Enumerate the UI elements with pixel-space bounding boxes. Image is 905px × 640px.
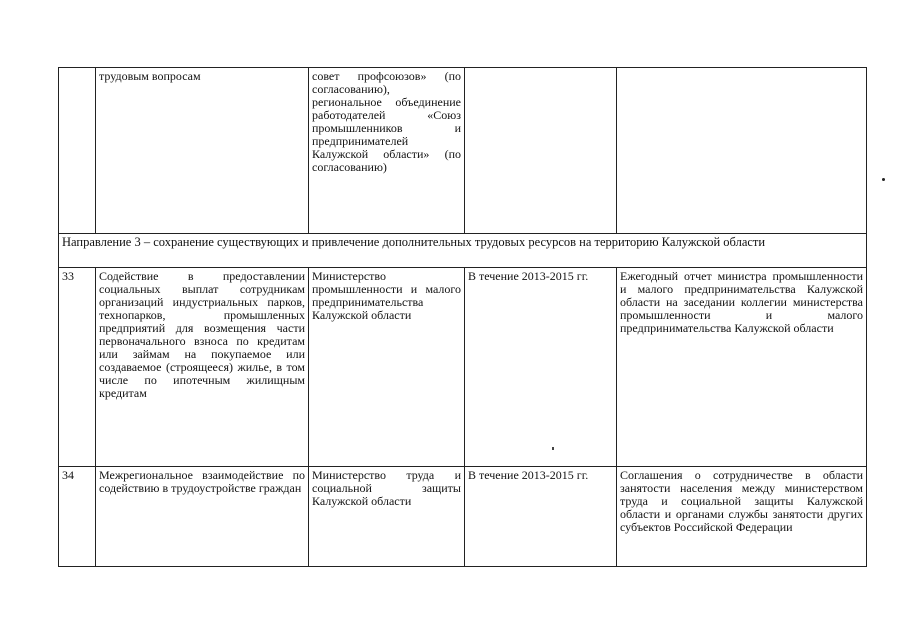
- term-cell: В течение 2013-2015 гг.: [465, 268, 617, 467]
- executor-cell: Министерство труда и социальной защиты Калужской области: [309, 467, 465, 567]
- executor-cell: совет профсоюзов» (по согласованию), региональное объединение работодателей «Союз промышленников и предпринимателей Калужской области» (по согласованию): [309, 68, 465, 234]
- section-heading-row: [59, 234, 867, 268]
- table-row: [59, 268, 867, 467]
- activity-cell: Межрегиональное взаимодействие по содействию в трудоустройстве граждан: [96, 467, 309, 567]
- row-number: 34: [59, 467, 96, 567]
- scan-artifact-mark: [552, 447, 554, 450]
- row-number: 33: [59, 268, 96, 467]
- row-number: [59, 68, 96, 234]
- table-row: [59, 467, 867, 567]
- section-heading: Направление 3 – сохранение существующих и привлечение дополнительных трудовых ресурсов на территорию Калужской области: [59, 234, 867, 268]
- activity-cell: Содействие в предоставлении социальных выплат сотрудникам организаций индустриальных парков, технопарков, промышленных предприятий для возмещения части первоначального взноса по кредитам или займам на покупаемое или создаваемое (строящееся) жилье, в том числе по ипотечным жилищным кредитам: [96, 268, 309, 467]
- result-cell: [617, 68, 867, 234]
- term-cell: В течение 2013-2015 гг.: [465, 467, 617, 567]
- executor-cell: Министерство промышленности и малого предпринимательства Калужской области: [309, 268, 465, 467]
- term-cell: [465, 68, 617, 234]
- scan-artifact-dot: [882, 178, 885, 181]
- table-row: [59, 68, 867, 234]
- result-cell: Ежегодный отчет министра промышленности и малого предпринимательства Калужской области на заседании коллегии министерства промышленности и малого предпринимательства Калужской области: [617, 268, 867, 467]
- activities-table: [58, 67, 867, 567]
- activity-cell: трудовым вопросам: [96, 68, 309, 234]
- result-cell: Соглашения о сотрудничестве в области занятости населения между министерством труда и социальной защиты Калужской области и органами службы занятости других субъектов Российской Федерации: [617, 467, 867, 567]
